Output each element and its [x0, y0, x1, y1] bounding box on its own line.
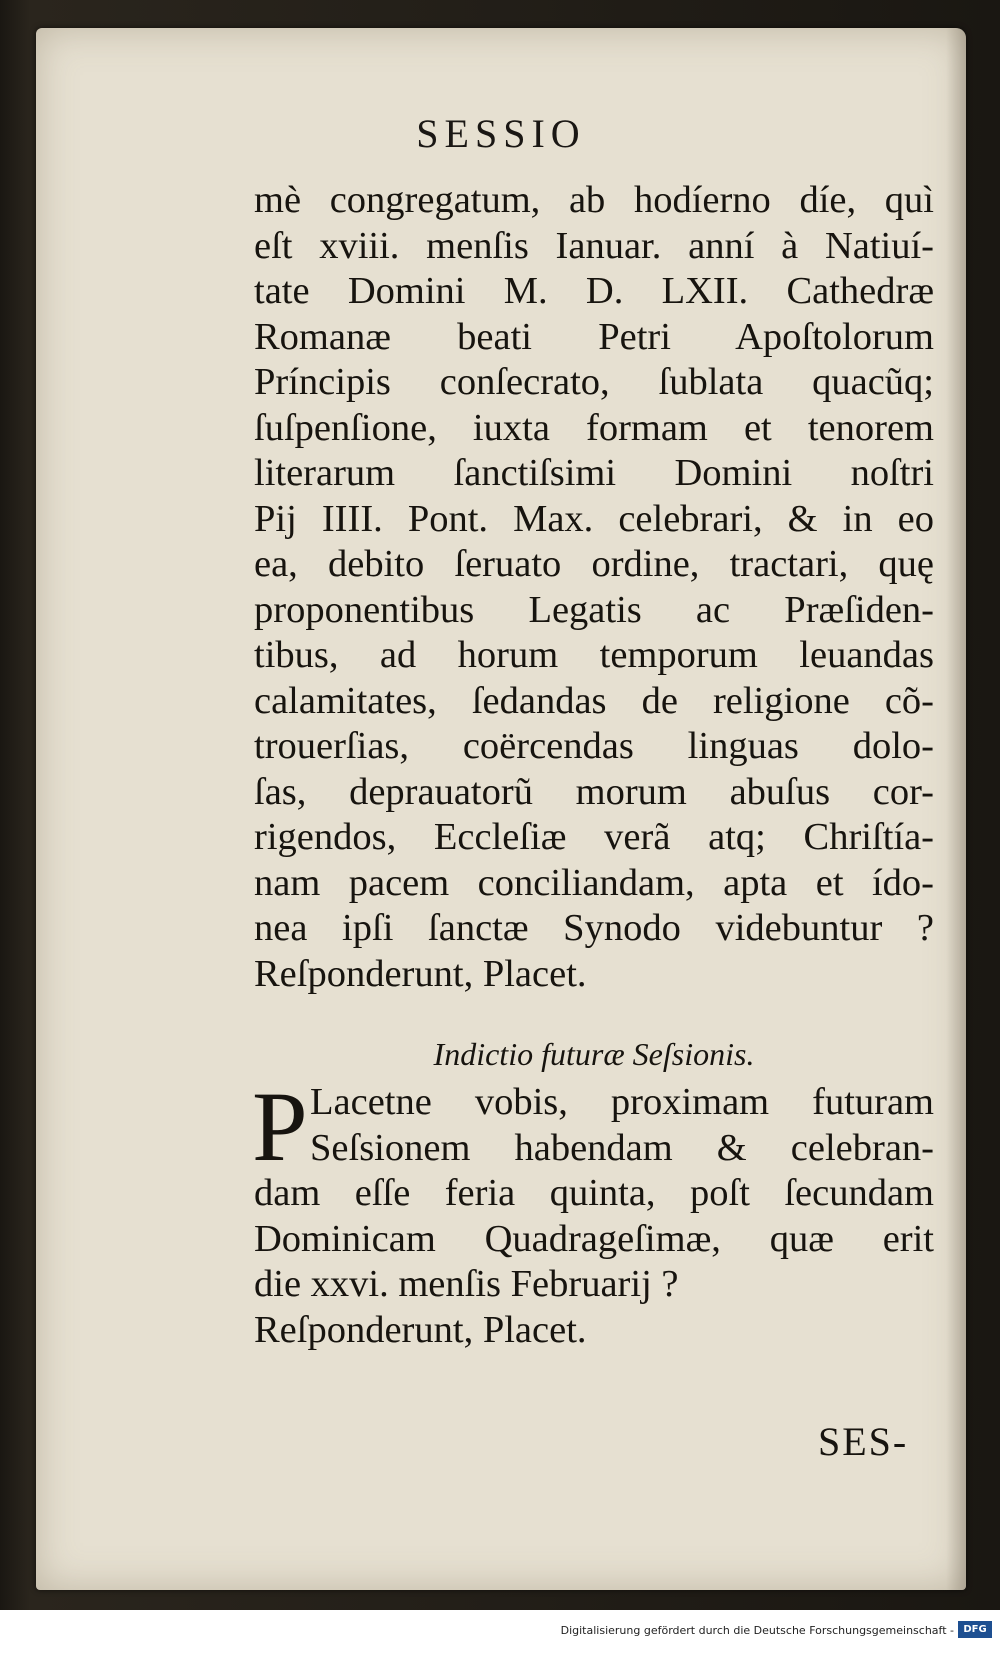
book-page	[36, 28, 966, 1590]
text-line: Reſponderunt, Placet.	[254, 1308, 587, 1351]
text-line: Príncipis conſecrato, ſublata quacũq;	[254, 361, 934, 403]
text-line: ſas, deprauatorũ morum abuſus cor-	[254, 770, 934, 813]
text-line: tibus, ad horum temporum leuandas	[254, 634, 934, 676]
text-line: eſt xviii. menſis Ianuar. anní à Natiuí-	[254, 224, 934, 267]
footer-bar	[0, 1610, 1000, 1660]
section-heading: Indictio futuræ Seſsionis.	[433, 1036, 755, 1072]
footer-credit: Digitalisierung gefördert durch die Deutsche Forschungsgemeinschaft -	[560, 1624, 954, 1637]
text-line: die xxvi. menſis Februarij ?	[254, 1263, 679, 1305]
text-line: trouerſias, coërcendas linguas dolo-	[254, 725, 934, 767]
drop-cap-initial: P	[252, 1071, 308, 1182]
second-paragraph	[252, 1071, 934, 1353]
text-line: nea ipſi ſanctæ Synodo videbuntur ?	[254, 907, 934, 949]
text-line: Seſsionem habendam & celebran-	[310, 1126, 934, 1169]
text-line: Reſponderunt, Placet.	[254, 952, 587, 995]
page-edge-shadow	[946, 28, 966, 1590]
text-line: Romanæ beati Petri Apoſtolorum	[254, 315, 934, 358]
catchword: SES-	[818, 1419, 909, 1464]
running-header: SESSIO	[416, 111, 586, 156]
main-paragraph	[254, 178, 934, 997]
text-line: nam pacem conciliandam, apta et ído-	[254, 861, 934, 904]
text-line: ſuſpenſione, iuxta formam et tenorem	[254, 406, 934, 449]
text-line: mè congregatum, ab hodíerno díe, quì	[254, 179, 934, 221]
text-line: ea, debito ſeruato ordine, tractari, quę	[254, 543, 934, 585]
text-line: proponentibus Legatis ac Præſiden-	[254, 588, 934, 631]
dfg-logo[interactable]: DFG	[958, 1621, 992, 1638]
text-line: Lacetne vobis, proximam futuram	[310, 1081, 934, 1123]
text-line: rigendos, Eccleſiæ verã atq; Chriſtía-	[254, 816, 934, 858]
text-line: Pij IIII. Pont. Max. celebrari, & in eo	[254, 497, 934, 540]
text-line: Dominicam Quadrageſimæ, quæ erit	[254, 1217, 934, 1260]
text-line: literarum ſanctiſsimi Domini noſtri	[254, 452, 934, 494]
text-line: calamitates, ſedandas de religione cõ-	[254, 679, 934, 722]
text-line: dam eſſe feria quinta, poſt ſecundam	[254, 1172, 934, 1214]
text-line: tate Domini M. D. LXII. Cathedræ	[254, 270, 934, 312]
